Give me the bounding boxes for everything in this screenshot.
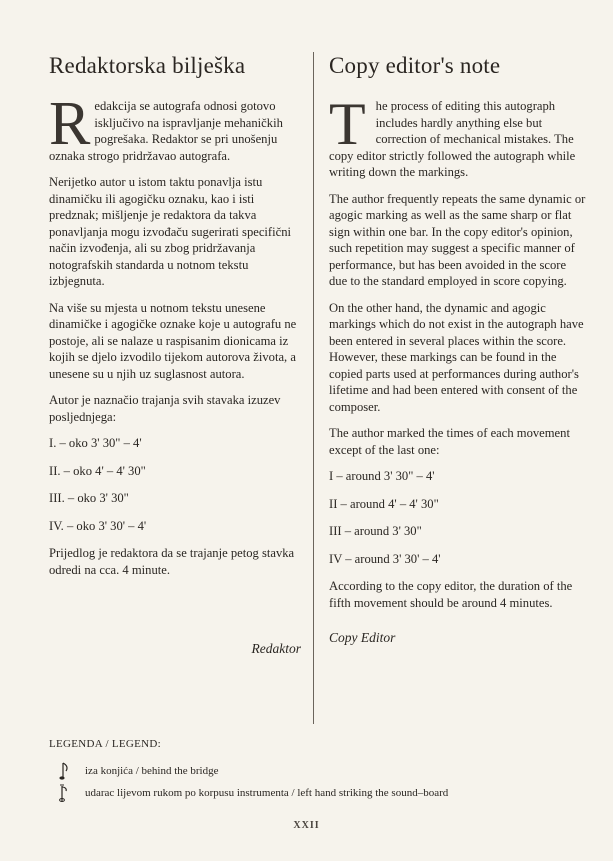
legend-item-left-hand-strike [57,782,589,804]
croatian-paragraph-4: Autor je naznačio trajanja svih stavaka izuzev posljednjega: [49,393,281,424]
english-paragraph-2: The author frequently repeats the same dynamic or agogic marking as well as the same sharp or flat sign within one bar. In the copy editor's opinion, such repetition may suggest a specific manner of performance, but has been avoided in the score due to the standard employed in score copying. [329,191,586,288]
english-paragraph-4: The author marked the times of each movement except of the last one: [329,426,570,457]
croatian-time-2: II. – oko 4' – 4' 30" [49,463,146,478]
english-time-3: III – around 3' 30" [329,524,422,538]
croatian-times-list [49,435,301,534]
croatian-title: Redaktorska bilješka [49,53,246,78]
croatian-dropcap: R [49,90,91,158]
english-closing-paragraph: According to the copy editor, the duration of the fifth movement should be around 4 minutes. [329,579,573,610]
column-divider [313,52,314,724]
english-time-2: II – around 4' – 4' 30" [329,496,439,511]
legend-item-behind-bridge [57,760,589,782]
croatian-signature: Redaktor [251,641,301,656]
english-intro-paragraph [329,91,587,181]
legend-item-behind-bridge-text: iza konjića / behind the bridge [85,765,219,777]
english-column [329,52,587,647]
page-number: XXII [293,820,320,831]
english-paragraph-1-text: he process of editing this autograph includes hardly anything else but correction of mechanical mistakes. The copy editor strictly followed the autograph while writing down the markings. [329,99,576,179]
croatian-paragraph-1-text: edakcija se autografa odnosi gotovo isključivo na ispravljanje mehaničkih pogrešaka. Redaktor se pri unošenju oznaka strogo pridržavao autografa. [49,99,283,163]
croatian-time-1: I. – oko 3' 30" – 4' [49,436,142,450]
croatian-closing-paragraph: Prijedlog je redaktora da se trajanje petog stavka odredi na cca. 4 minute. [49,546,295,577]
english-title: Copy editor's note [329,53,501,78]
legend-item-left-hand-strike-text: udarac lijevom rukom po korpusu instrumenta / left hand striking the sound–board [85,787,449,799]
english-dropcap: T [329,91,366,157]
croatian-intro-paragraph [49,90,301,164]
english-time-1: I – around 3' 30" – 4' [329,469,435,483]
english-paragraph-3: On the other hand, the dynamic and agogic markings which do not exist in the autograph have been entered in several places within the score. However, these markings can be found in the copied parts used at performances during author's lifetime and had been entered with consent of the composer. [329,300,584,414]
english-time-4: IV – around 3' 30' – 4' [329,551,441,566]
croatian-paragraph-3: Na više su mjesta u notnom tekstu unesene dinamičke i agogičke oznake koje u autografu ne postoje, ali se nalaze u raspisanim dionicama iz kojih se djelo izvodilo tijekom autorova života, a unesene su u njih uz suglasnost autora. [49,300,297,381]
behind-bridge-icon [57,761,73,781]
croatian-column [49,52,301,658]
legend-title: LEGENDA / LEGEND: [49,738,162,750]
croatian-time-4: IV. – oko 3' 30' – 4' [49,518,147,533]
croatian-paragraph-2: Nerijetko autor u istom taktu ponavlja istu dinamičku ili agogičku oznaku, kao i isti predznak; mišljenje je redaktora da takva ponavljanja mogu izvođaču sugerirati specifični način izvođenja, ali su zbog pridržavanja notografskih standarda u notnom tekstu izbjegnuta. [49,175,291,288]
english-signature: Copy Editor [329,630,396,645]
left-hand-strike-icon [57,783,73,803]
english-times-list [329,468,587,567]
croatian-time-3: III. – oko 3' 30" [49,491,129,505]
legend [49,738,589,804]
